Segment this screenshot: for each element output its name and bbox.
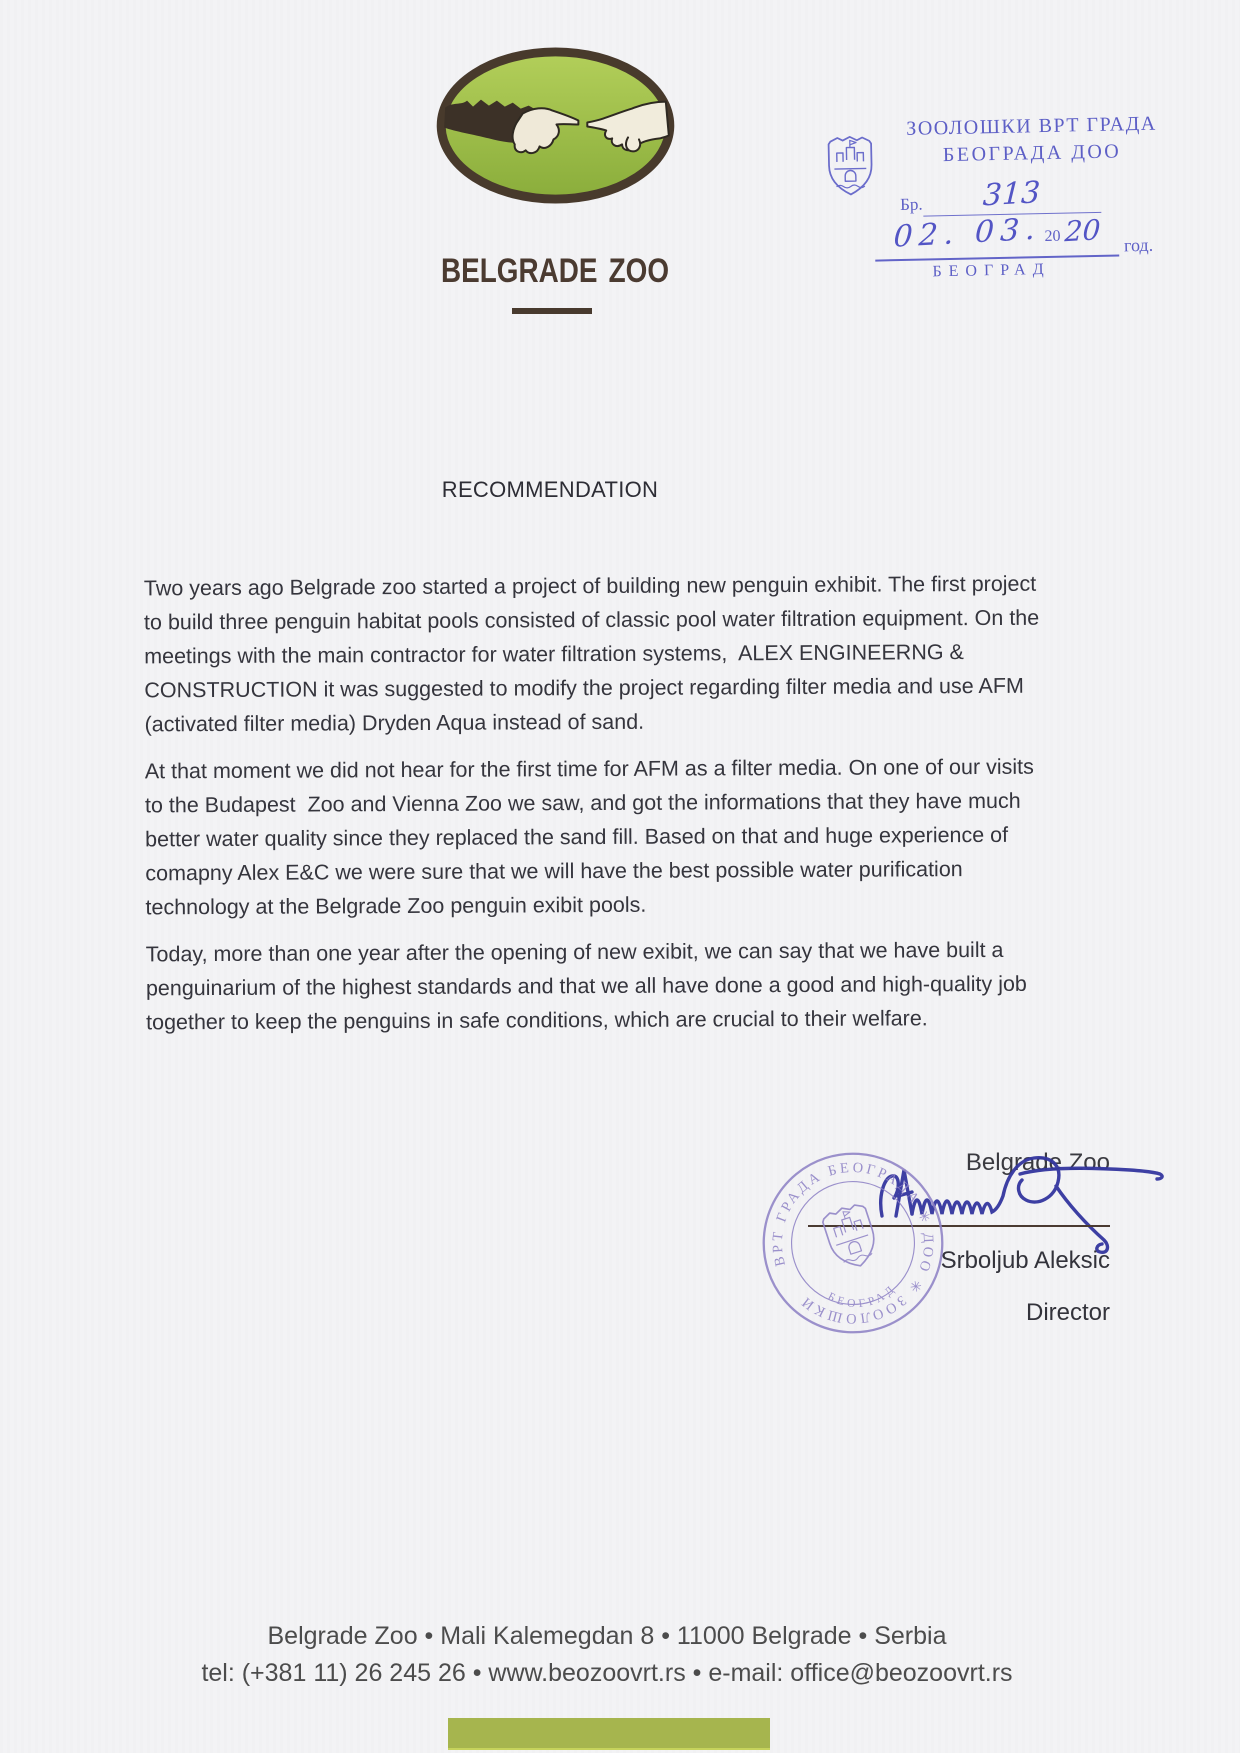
paragraph-1: Two years ago Belgrade zoo started a project of building new penguin exhibit. The first project to build three penguin habitat pools consisted of classic pool water filtration equipment. On the meetings with the main contractor for water filtration systems, ALEX ENGINEERNG & CONSTRUCTION it was suggested to modify the project regarding filter media and use AFM (activated filter media) Dryden Aqua instead of sand. bbox=[143, 571, 1046, 737]
logo-wordmark: belgrade zoo bbox=[440, 239, 670, 293]
paragraph-2: At that moment we did not hear for the first time for AFM as a filter media. On one of our visits to the Budapest Zoo and Vienna Zoo we saw, and got the informations that they have much better water quality since they replaced the sand fill. Based on that and huge experience of comapny Alex E&C we were sure that we will have the best possible water purification technology at the Belgrade Zoo penguin exibit pools. bbox=[144, 754, 1040, 920]
stamp-city: БЕОГРАД bbox=[932, 260, 1051, 281]
footer-accent-bar bbox=[448, 1718, 770, 1750]
round-stamp-coat-of-arms-icon bbox=[821, 1201, 882, 1272]
footer-address: Belgrade Zoo • Mali Kalemegdan 8 • 11000 Belgrade • Serbia bbox=[267, 1622, 947, 1650]
signatory-name: Srboljub Aleksic bbox=[940, 1247, 1110, 1274]
logo-underline bbox=[512, 308, 592, 314]
belgrade-zoo-logo-icon bbox=[428, 44, 683, 207]
round-stamp bbox=[757, 1147, 949, 1339]
signature-organization: Belgrade Zoo bbox=[965, 1149, 1110, 1176]
svg-text:ВРТ ГРАДА БЕОГРАДА ✳ ДОО ✳ ЗОО bbox=[757, 1147, 949, 1339]
round-stamp-inner-text: БЕОГРАД bbox=[825, 1281, 900, 1311]
letterhead-footer bbox=[0, 1618, 1227, 1692]
paragraph-3: Today, more than one year after the opening of new exibit, we can say that we have built a penguinarium of the highest standards and that we all have done a good and high-quality job together to keep the penguins in safe conditions, which are crucial to their welfare. bbox=[145, 937, 1033, 1035]
stamp-org-line1: ЗООЛОШКИ ВРТ ГРАДА bbox=[906, 112, 1157, 140]
stamp-year-suffix: год. bbox=[1123, 234, 1154, 256]
document-title: RECOMMENDATION bbox=[441, 477, 659, 502]
registry-stamp bbox=[810, 112, 1185, 284]
footer-contacts: tel: (+381 11) 26 245 26 • www.beozoovrt.rs • e-mail: office@beozoovrt.rs bbox=[201, 1659, 1013, 1687]
stamp-year-value: 20 bbox=[1063, 213, 1101, 249]
stamp-number-value: 313 bbox=[981, 175, 1042, 214]
stamp-number-label: Бр. bbox=[899, 194, 923, 215]
stamp-year-prefix: 20 bbox=[1044, 227, 1061, 246]
round-stamp-ring-text: ВРТ ГРАДА БЕОГРАДА ✳ ДОО ✳ ЗООЛОШКИ bbox=[769, 1159, 937, 1327]
letter-body bbox=[144, 567, 1055, 1053]
signatory-role: Director bbox=[1025, 1299, 1110, 1326]
stamp-org-line2: БЕОГРАДА ДОО bbox=[942, 140, 1122, 167]
city-coat-of-arms-icon bbox=[823, 135, 878, 198]
stamp-date-value: 02. 03. bbox=[892, 211, 1042, 255]
